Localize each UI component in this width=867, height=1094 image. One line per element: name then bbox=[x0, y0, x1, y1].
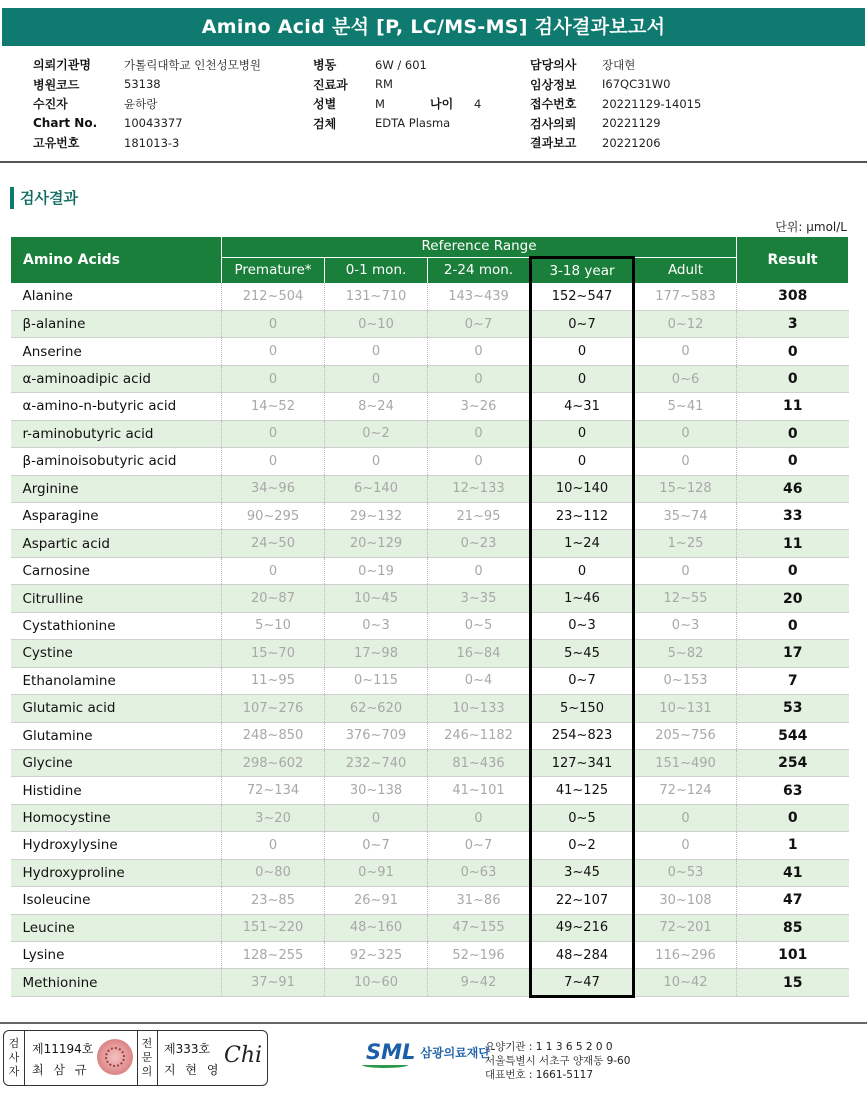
result-value: 85 bbox=[737, 914, 849, 941]
table-row bbox=[11, 393, 849, 420]
examiner-license: 제11194호 bbox=[32, 1042, 94, 1056]
result-value: 0 bbox=[737, 804, 849, 831]
ref-2-24-mon: 10~133 bbox=[428, 695, 531, 722]
ref-0-1-mon: 20~129 bbox=[325, 530, 428, 557]
table-row bbox=[11, 503, 849, 530]
sml-logo-mark bbox=[366, 1040, 415, 1064]
table-row bbox=[11, 914, 849, 941]
result-value: 20 bbox=[737, 585, 849, 612]
header-adult: Adult bbox=[634, 257, 737, 283]
ref-2-24-mon: 0~63 bbox=[428, 859, 531, 886]
amino-acid-name: Anserine bbox=[11, 338, 222, 365]
ref-3-18-year: 3~45 bbox=[531, 859, 634, 886]
ref-3-18-year: 0~7 bbox=[531, 310, 634, 337]
ref-3-18-year: 254~823 bbox=[531, 722, 634, 749]
ref-premature: 0 bbox=[222, 338, 325, 365]
info-label: 의뢰기관명 bbox=[33, 58, 91, 73]
table-row bbox=[11, 859, 849, 886]
ref-3-18-year: 1~24 bbox=[531, 530, 634, 557]
ref-premature: 0~80 bbox=[222, 859, 325, 886]
info-value: 10043377 bbox=[124, 116, 183, 131]
ref-2-24-mon: 81~436 bbox=[428, 749, 531, 776]
info-row bbox=[530, 114, 701, 134]
ref-premature: 128~255 bbox=[222, 942, 325, 969]
ref-0-1-mon: 29~132 bbox=[325, 503, 428, 530]
info-label: 병원코드 bbox=[33, 77, 80, 92]
table-row bbox=[11, 749, 849, 776]
ref-premature: 15~70 bbox=[222, 640, 325, 667]
ref-3-18-year: 5~45 bbox=[531, 640, 634, 667]
result-value: 0 bbox=[737, 612, 849, 639]
divider bbox=[157, 1031, 158, 1085]
ref-2-24-mon: 21~95 bbox=[428, 503, 531, 530]
signature-box bbox=[3, 1030, 268, 1086]
table-row bbox=[11, 365, 849, 392]
ref-0-1-mon: 0~7 bbox=[325, 832, 428, 859]
amino-acid-name: Carnosine bbox=[11, 557, 222, 584]
examiner-name: 최 삼 규 bbox=[32, 1063, 90, 1077]
ref-premature: 0 bbox=[222, 310, 325, 337]
result-value: 101 bbox=[737, 942, 849, 969]
section-title: 검사결과 bbox=[10, 187, 78, 209]
age-label: 나이 bbox=[430, 97, 454, 112]
ref-premature: 0 bbox=[222, 557, 325, 584]
ref-2-24-mon: 47~155 bbox=[428, 914, 531, 941]
patient-info-col3 bbox=[530, 55, 701, 153]
info-label: 성별 bbox=[313, 97, 337, 112]
ref-2-24-mon: 52~196 bbox=[428, 942, 531, 969]
table-row bbox=[11, 310, 849, 337]
ref-premature: 14~52 bbox=[222, 393, 325, 420]
amino-acid-name: Alanine bbox=[11, 283, 222, 310]
ref-premature: 24~50 bbox=[222, 530, 325, 557]
ref-premature: 0 bbox=[222, 420, 325, 447]
ref-premature: 20~87 bbox=[222, 585, 325, 612]
seal-pattern bbox=[105, 1047, 125, 1067]
ref-2-24-mon: 31~86 bbox=[428, 887, 531, 914]
info-value: 가톨릭대학교 인천성모병원 bbox=[124, 57, 261, 72]
result-value: 11 bbox=[737, 530, 849, 557]
ref-premature: 151~220 bbox=[222, 914, 325, 941]
ref-3-18-year: 41~125 bbox=[531, 777, 634, 804]
header-3-18-year: 3-18 year bbox=[531, 257, 634, 283]
ref-premature: 5~10 bbox=[222, 612, 325, 639]
org-info bbox=[485, 1040, 630, 1082]
table-row bbox=[11, 585, 849, 612]
result-value: 11 bbox=[737, 393, 849, 420]
ref-adult: 0 bbox=[634, 420, 737, 447]
ref-adult: 72~124 bbox=[634, 777, 737, 804]
ref-3-18-year: 127~341 bbox=[531, 749, 634, 776]
table-row bbox=[11, 832, 849, 859]
unit-label: 단위: μmol/L bbox=[775, 220, 847, 234]
ref-0-1-mon: 48~160 bbox=[325, 914, 428, 941]
ref-adult: 177~583 bbox=[634, 283, 737, 310]
result-value: 47 bbox=[737, 887, 849, 914]
amino-acid-name: α-aminoadipic acid bbox=[11, 365, 222, 392]
info-label: 담당의사 bbox=[530, 58, 577, 73]
result-value: 1 bbox=[737, 832, 849, 859]
amino-acid-name: β-aminoisobutyric acid bbox=[11, 448, 222, 475]
amino-acid-name: Hydroxylysine bbox=[11, 832, 222, 859]
ref-adult: 0 bbox=[634, 557, 737, 584]
table-row bbox=[11, 530, 849, 557]
result-value: 63 bbox=[737, 777, 849, 804]
ref-3-18-year: 0 bbox=[531, 448, 634, 475]
ref-premature: 212~504 bbox=[222, 283, 325, 310]
ref-2-24-mon: 0 bbox=[428, 338, 531, 365]
footer-divider bbox=[0, 1022, 867, 1024]
ref-2-24-mon: 41~101 bbox=[428, 777, 531, 804]
ref-adult: 0 bbox=[634, 338, 737, 365]
amino-acid-name: β-alanine bbox=[11, 310, 222, 337]
divider bbox=[24, 1031, 25, 1085]
ref-3-18-year: 48~284 bbox=[531, 942, 634, 969]
table-row bbox=[11, 612, 849, 639]
info-label: 결과보고 bbox=[530, 136, 577, 151]
info-label: 임상정보 bbox=[530, 77, 577, 92]
org-code: 요양기관 : 1 1 3 6 5 2 0 0 bbox=[485, 1041, 613, 1053]
ref-0-1-mon: 92~325 bbox=[325, 942, 428, 969]
ref-adult: 5~82 bbox=[634, 640, 737, 667]
org-address: 서울특별시 서초구 양재동 9-60 bbox=[485, 1055, 631, 1067]
ref-2-24-mon: 0 bbox=[428, 557, 531, 584]
amino-acid-name: Asparagine bbox=[11, 503, 222, 530]
ref-adult: 0~3 bbox=[634, 612, 737, 639]
patient-info-col2 bbox=[313, 55, 481, 133]
age-value: 4 bbox=[474, 96, 482, 111]
sml-logo bbox=[366, 1040, 490, 1064]
ref-premature: 34~96 bbox=[222, 475, 325, 502]
ref-2-24-mon: 12~133 bbox=[428, 475, 531, 502]
signature: Chi bbox=[224, 1043, 263, 1068]
ref-2-24-mon: 3~26 bbox=[428, 393, 531, 420]
info-label: 접수번호 bbox=[530, 97, 577, 112]
table-row bbox=[11, 777, 849, 804]
ref-premature: 11~95 bbox=[222, 667, 325, 694]
info-value: 윤하랑 bbox=[124, 96, 158, 111]
info-row bbox=[530, 75, 701, 95]
ref-3-18-year: 0 bbox=[531, 365, 634, 392]
specialist-vertical-label: 전문의 bbox=[141, 1037, 153, 1078]
info-value: 20221129-14015 bbox=[602, 96, 702, 111]
ref-premature: 72~134 bbox=[222, 777, 325, 804]
results-body bbox=[11, 283, 849, 996]
amino-acid-name: Ethanolamine bbox=[11, 667, 222, 694]
ref-0-1-mon: 0~3 bbox=[325, 612, 428, 639]
info-row bbox=[33, 75, 261, 95]
ref-premature: 0 bbox=[222, 448, 325, 475]
result-value: 0 bbox=[737, 365, 849, 392]
ref-2-24-mon: 16~84 bbox=[428, 640, 531, 667]
ref-0-1-mon: 131~710 bbox=[325, 283, 428, 310]
ref-adult: 72~201 bbox=[634, 914, 737, 941]
ref-2-24-mon: 0 bbox=[428, 420, 531, 447]
ref-adult: 0 bbox=[634, 832, 737, 859]
ref-premature: 3~20 bbox=[222, 804, 325, 831]
ref-adult: 0 bbox=[634, 448, 737, 475]
ref-adult: 10~42 bbox=[634, 969, 737, 996]
ref-premature: 37~91 bbox=[222, 969, 325, 996]
amino-acid-name: Histidine bbox=[11, 777, 222, 804]
ref-0-1-mon: 232~740 bbox=[325, 749, 428, 776]
ref-2-24-mon: 0 bbox=[428, 804, 531, 831]
info-label: Chart No. bbox=[33, 116, 98, 131]
sml-logo-text: SML bbox=[366, 1040, 416, 1064]
ref-2-24-mon: 0~7 bbox=[428, 310, 531, 337]
result-value: 0 bbox=[737, 557, 849, 584]
table-row bbox=[11, 557, 849, 584]
ref-3-18-year: 5~150 bbox=[531, 695, 634, 722]
ref-0-1-mon: 0 bbox=[325, 448, 428, 475]
ref-adult: 5~41 bbox=[634, 393, 737, 420]
ref-0-1-mon: 0 bbox=[325, 338, 428, 365]
ref-3-18-year: 10~140 bbox=[531, 475, 634, 502]
amino-acid-name: Lysine bbox=[11, 942, 222, 969]
ref-3-18-year: 0 bbox=[531, 557, 634, 584]
sml-org-name: 삼광의료재단 bbox=[420, 1045, 490, 1060]
ref-3-18-year: 4~31 bbox=[531, 393, 634, 420]
ref-adult: 0~153 bbox=[634, 667, 737, 694]
ref-premature: 0 bbox=[222, 832, 325, 859]
info-label: 검사의뢰 bbox=[530, 116, 577, 131]
ref-premature: 23~85 bbox=[222, 887, 325, 914]
ref-adult: 1~25 bbox=[634, 530, 737, 557]
result-value: 17 bbox=[737, 640, 849, 667]
result-value: 0 bbox=[737, 420, 849, 447]
ref-premature: 298~602 bbox=[222, 749, 325, 776]
table-row bbox=[11, 695, 849, 722]
ref-3-18-year: 0 bbox=[531, 338, 634, 365]
info-value: 6W / 601 bbox=[375, 57, 427, 72]
org-phone: 대표번호 : 1661-5117 bbox=[485, 1069, 594, 1081]
logo-swoosh-icon bbox=[362, 1062, 408, 1068]
table-row bbox=[11, 667, 849, 694]
ref-3-18-year: 23~112 bbox=[531, 503, 634, 530]
ref-adult: 0 bbox=[634, 804, 737, 831]
amino-acid-name: Arginine bbox=[11, 475, 222, 502]
ref-3-18-year: 1~46 bbox=[531, 585, 634, 612]
ref-3-18-year: 0~7 bbox=[531, 667, 634, 694]
results-table bbox=[10, 237, 849, 998]
patient-info-col1 bbox=[33, 55, 261, 153]
amino-acid-name: r-aminobutyric acid bbox=[11, 420, 222, 447]
ref-3-18-year: 0 bbox=[531, 420, 634, 447]
ref-adult: 15~128 bbox=[634, 475, 737, 502]
header-premature: Premature* bbox=[222, 257, 325, 283]
divider bbox=[0, 161, 867, 163]
table-row bbox=[11, 640, 849, 667]
info-label: 병동 bbox=[313, 58, 337, 73]
ref-0-1-mon: 30~138 bbox=[325, 777, 428, 804]
ref-3-18-year: 22~107 bbox=[531, 887, 634, 914]
ref-2-24-mon: 0~4 bbox=[428, 667, 531, 694]
ref-3-18-year: 0~2 bbox=[531, 832, 634, 859]
header-0-1-mon: 0-1 mon. bbox=[325, 257, 428, 283]
ref-adult: 0~12 bbox=[634, 310, 737, 337]
ref-adult: 35~74 bbox=[634, 503, 737, 530]
ref-0-1-mon: 0~91 bbox=[325, 859, 428, 886]
official-seal bbox=[97, 1039, 133, 1075]
amino-acid-name: Glutamine bbox=[11, 722, 222, 749]
amino-acid-name: Hydroxyproline bbox=[11, 859, 222, 886]
result-value: 3 bbox=[737, 310, 849, 337]
amino-acid-name: Leucine bbox=[11, 914, 222, 941]
info-row bbox=[313, 55, 481, 75]
table-row bbox=[11, 448, 849, 475]
ref-0-1-mon: 6~140 bbox=[325, 475, 428, 502]
divider bbox=[137, 1031, 138, 1085]
result-value: 0 bbox=[737, 448, 849, 475]
ref-3-18-year: 0~5 bbox=[531, 804, 634, 831]
amino-acid-name: Cystathionine bbox=[11, 612, 222, 639]
info-row bbox=[33, 94, 261, 114]
ref-2-24-mon: 0~5 bbox=[428, 612, 531, 639]
amino-acid-name: Glutamic acid bbox=[11, 695, 222, 722]
amino-acid-name: Aspartic acid bbox=[11, 530, 222, 557]
ref-2-24-mon: 3~35 bbox=[428, 585, 531, 612]
info-value: 181013-3 bbox=[124, 135, 180, 150]
info-value: 20221206 bbox=[602, 135, 661, 150]
info-value: 20221129 bbox=[602, 116, 661, 131]
ref-0-1-mon: 0~10 bbox=[325, 310, 428, 337]
ref-2-24-mon: 9~42 bbox=[428, 969, 531, 996]
ref-0-1-mon: 62~620 bbox=[325, 695, 428, 722]
info-row bbox=[530, 94, 701, 114]
info-value: EDTA Plasma bbox=[375, 116, 451, 131]
ref-adult: 205~756 bbox=[634, 722, 737, 749]
ref-adult: 0~6 bbox=[634, 365, 737, 392]
ref-0-1-mon: 0~115 bbox=[325, 667, 428, 694]
ref-2-24-mon: 0 bbox=[428, 365, 531, 392]
info-label: 고유번호 bbox=[33, 136, 80, 151]
ref-0-1-mon: 376~709 bbox=[325, 722, 428, 749]
table-row bbox=[11, 475, 849, 502]
table-row bbox=[11, 887, 849, 914]
result-value: 33 bbox=[737, 503, 849, 530]
ref-adult: 10~131 bbox=[634, 695, 737, 722]
info-row bbox=[313, 94, 481, 114]
result-value: 15 bbox=[737, 969, 849, 996]
table-row bbox=[11, 969, 849, 996]
examiner-vertical-label: 검사자 bbox=[8, 1037, 20, 1078]
info-label: 진료과 bbox=[313, 77, 348, 92]
ref-2-24-mon: 246~1182 bbox=[428, 722, 531, 749]
ref-premature: 248~850 bbox=[222, 722, 325, 749]
info-value: RM bbox=[375, 77, 393, 92]
specialist-name: 지 현 영 bbox=[164, 1063, 222, 1077]
ref-2-24-mon: 0~23 bbox=[428, 530, 531, 557]
report-title: Amino Acid 분석 [P, LC/MS-MS] 검사결과보고서 bbox=[2, 8, 865, 46]
result-value: 544 bbox=[737, 722, 849, 749]
info-value: 장대현 bbox=[602, 57, 636, 72]
header-result: Result bbox=[737, 237, 849, 283]
result-value: 7 bbox=[737, 667, 849, 694]
result-value: 46 bbox=[737, 475, 849, 502]
ref-0-1-mon: 26~91 bbox=[325, 887, 428, 914]
info-label: 수진자 bbox=[33, 97, 68, 112]
ref-3-18-year: 49~216 bbox=[531, 914, 634, 941]
ref-2-24-mon: 0~7 bbox=[428, 832, 531, 859]
ref-premature: 0 bbox=[222, 365, 325, 392]
ref-premature: 107~276 bbox=[222, 695, 325, 722]
info-label: 검체 bbox=[313, 116, 337, 131]
ref-0-1-mon: 0~19 bbox=[325, 557, 428, 584]
ref-adult: 30~108 bbox=[634, 887, 737, 914]
amino-acid-name: Citrulline bbox=[11, 585, 222, 612]
info-row bbox=[33, 114, 261, 134]
info-row bbox=[33, 55, 261, 75]
header-reference-range: Reference Range bbox=[222, 237, 737, 257]
table-row bbox=[11, 283, 849, 310]
table-row bbox=[11, 942, 849, 969]
ref-3-18-year: 152~547 bbox=[531, 283, 634, 310]
ref-0-1-mon: 8~24 bbox=[325, 393, 428, 420]
ref-0-1-mon: 0 bbox=[325, 365, 428, 392]
info-row bbox=[313, 114, 481, 134]
amino-acid-name: Methionine bbox=[11, 969, 222, 996]
info-value: 53138 bbox=[124, 77, 161, 92]
result-value: 308 bbox=[737, 283, 849, 310]
ref-0-1-mon: 0~2 bbox=[325, 420, 428, 447]
ref-0-1-mon: 0 bbox=[325, 804, 428, 831]
table-row bbox=[11, 420, 849, 447]
table-row bbox=[11, 722, 849, 749]
ref-adult: 12~55 bbox=[634, 585, 737, 612]
amino-acid-name: Isoleucine bbox=[11, 887, 222, 914]
ref-2-24-mon: 143~439 bbox=[428, 283, 531, 310]
info-row bbox=[313, 75, 481, 95]
ref-premature: 90~295 bbox=[222, 503, 325, 530]
ref-0-1-mon: 10~45 bbox=[325, 585, 428, 612]
result-value: 41 bbox=[737, 859, 849, 886]
result-value: 0 bbox=[737, 338, 849, 365]
amino-acid-name: Glycine bbox=[11, 749, 222, 776]
table-row bbox=[11, 804, 849, 831]
info-row bbox=[33, 133, 261, 153]
ref-0-1-mon: 17~98 bbox=[325, 640, 428, 667]
ref-adult: 116~296 bbox=[634, 942, 737, 969]
ref-adult: 0~53 bbox=[634, 859, 737, 886]
amino-acid-name: Cystine bbox=[11, 640, 222, 667]
ref-adult: 151~490 bbox=[634, 749, 737, 776]
result-value: 53 bbox=[737, 695, 849, 722]
ref-0-1-mon: 10~60 bbox=[325, 969, 428, 996]
ref-2-24-mon: 0 bbox=[428, 448, 531, 475]
info-value: I67QC31W0 bbox=[602, 77, 671, 92]
info-row bbox=[530, 55, 701, 75]
info-row bbox=[530, 133, 701, 153]
result-value: 254 bbox=[737, 749, 849, 776]
table-row bbox=[11, 338, 849, 365]
info-value: M bbox=[375, 96, 385, 111]
header-2-24-mon: 2-24 mon. bbox=[428, 257, 531, 283]
specialist-license: 제333호 bbox=[164, 1042, 211, 1056]
header-amino-acids: Amino Acids bbox=[11, 237, 222, 283]
ref-3-18-year: 7~47 bbox=[531, 969, 634, 996]
amino-acid-name: α-amino-n-butyric acid bbox=[11, 393, 222, 420]
ref-3-18-year: 0~3 bbox=[531, 612, 634, 639]
amino-acid-name: Homocystine bbox=[11, 804, 222, 831]
